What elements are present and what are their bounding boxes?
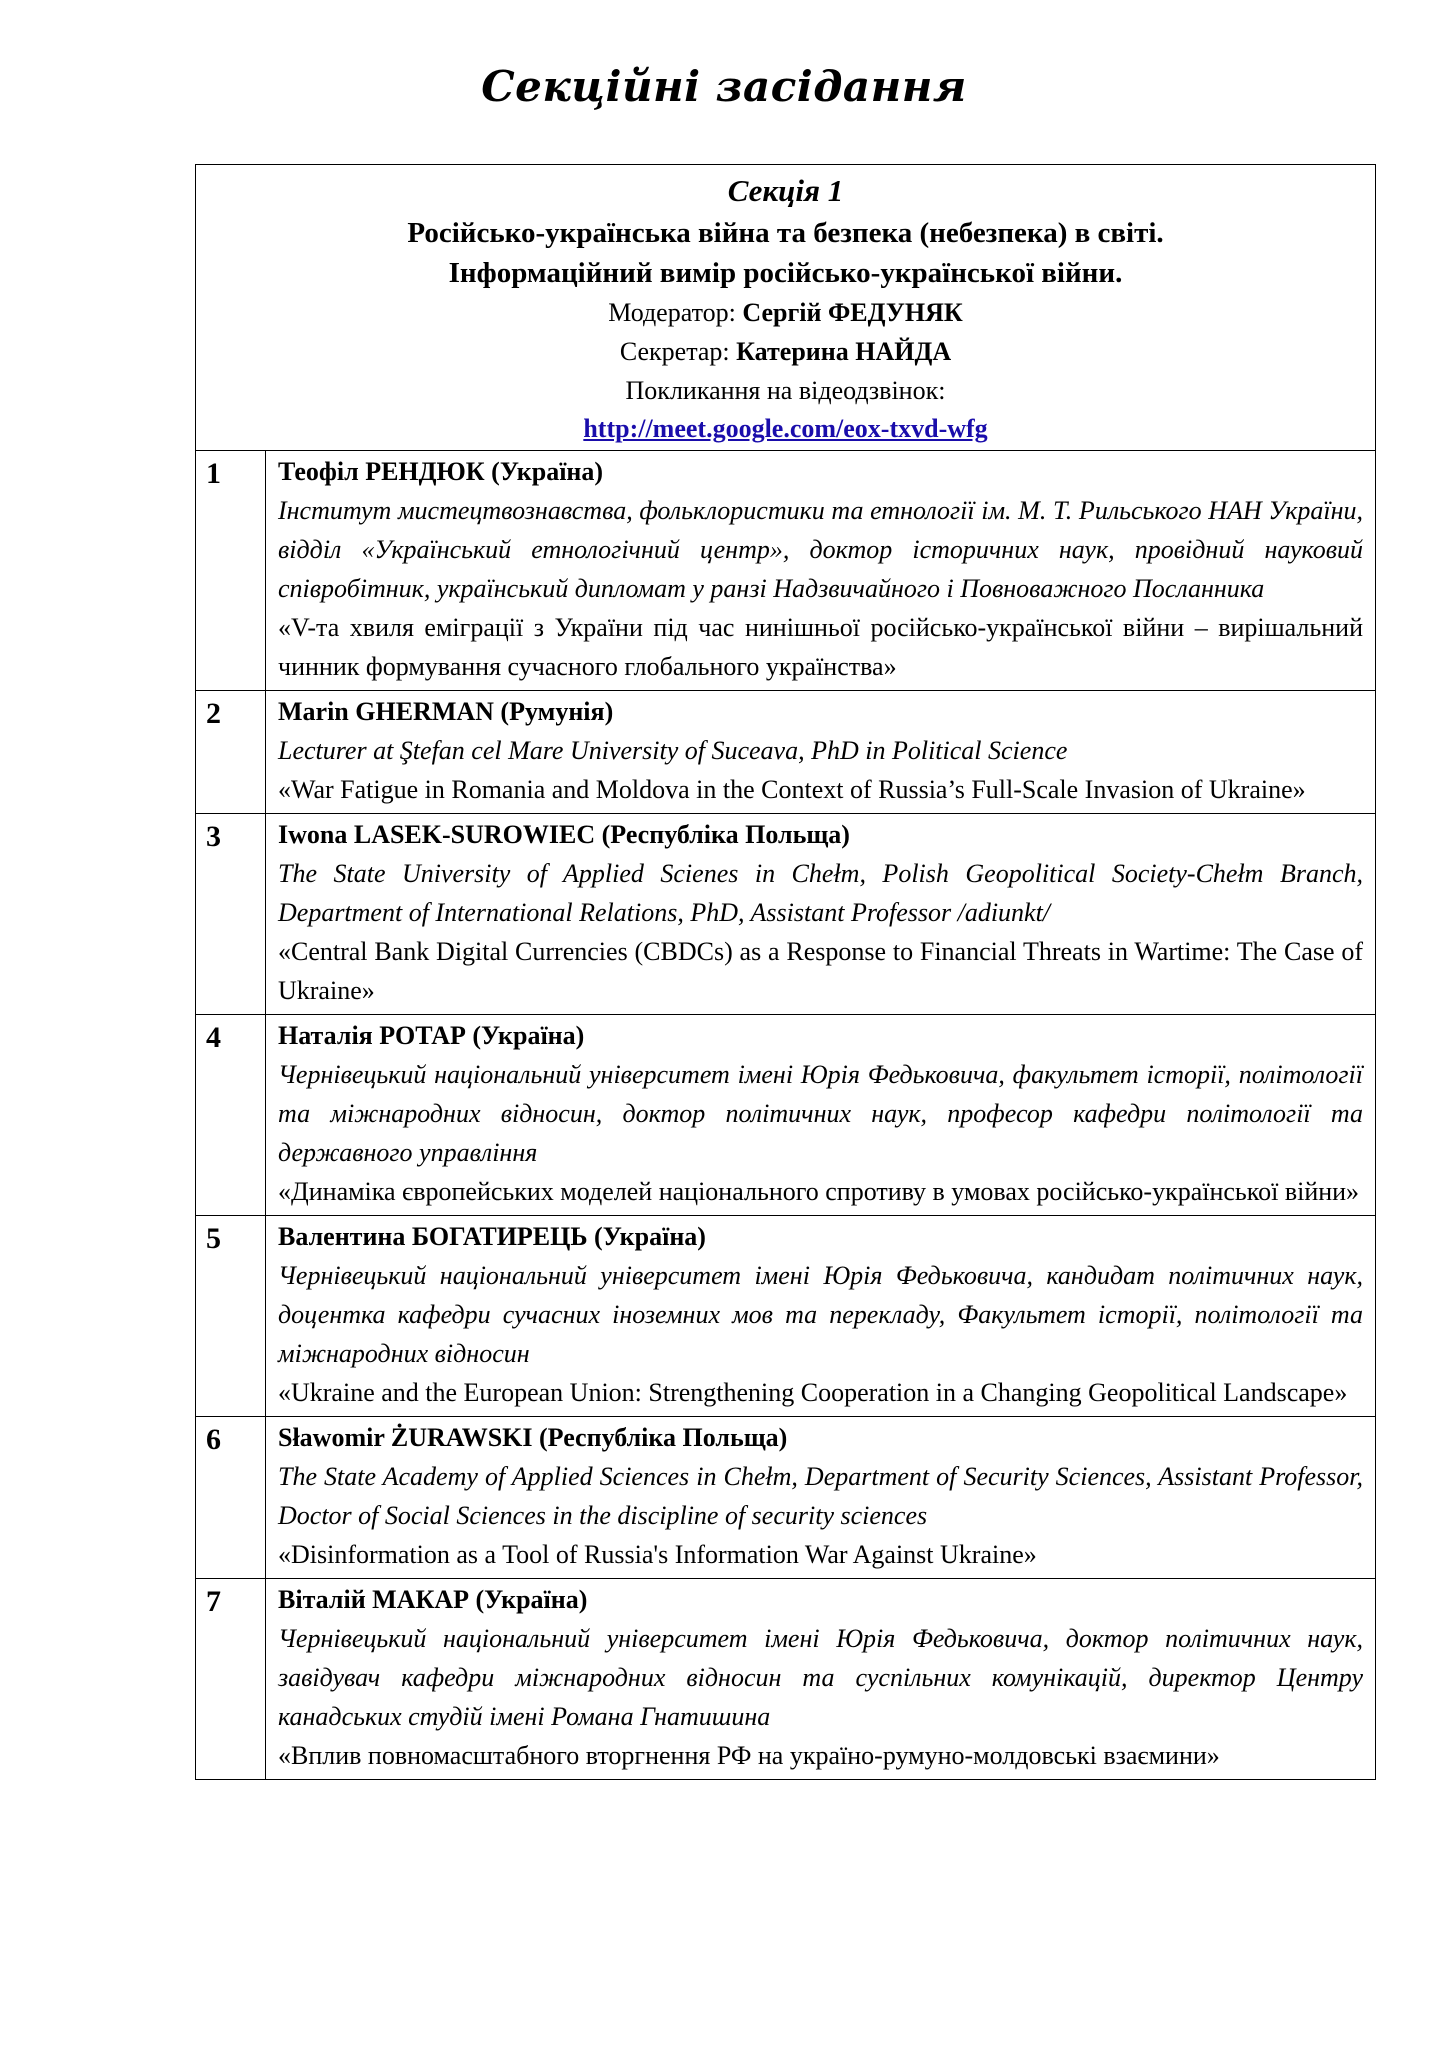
section-program-table xyxy=(195,164,1376,1780)
section-theme-line-1: Російсько-українська війна та безпека (небезпека) в світі. xyxy=(407,217,1164,249)
talk-title: «War Fatigue in Romania and Moldova in the Context of Russia’s Full-Scale Invasion of Ukraine» xyxy=(278,775,1306,804)
speaker-name: Віталій МАКАР (Україна) xyxy=(278,1585,588,1614)
entry-details xyxy=(266,691,1376,814)
talk-title: «Динаміка європейських моделей національного спротиву в умовах російсько-української війни» xyxy=(278,1177,1360,1206)
table-row xyxy=(196,1216,1376,1417)
speaker-name: Валентина БОГАТИРЕЦЬ (Україна) xyxy=(278,1222,706,1251)
speaker-affiliation: The State University of Applied Scienes in Chełm, Polish Geopolitical Society-Chełm Branch, Department of International Relations, PhD, Assistant Professor /adiunkt/ xyxy=(278,859,1363,927)
entry-number: 5 xyxy=(196,1216,266,1417)
table-row xyxy=(196,1579,1376,1780)
speaker-affiliation: Чернівецький національний університет імені Юрія Федьковича, кандидат політичних наук, доцентка кафедри сучасних іноземних мов та перекладу, Факультет історії, політології та міжнародних відносин xyxy=(278,1261,1363,1368)
section-theme-line-2: Інформаційний вимір російсько-української війни. xyxy=(448,257,1123,289)
entry-details xyxy=(266,1417,1376,1579)
section-header xyxy=(196,165,1376,451)
speaker-name: Наталія РОТАР (Україна) xyxy=(278,1021,585,1050)
page-title: Секційні засідання xyxy=(481,62,967,111)
speaker-affiliation: Lecturer at Ştefan cel Mare University of Suceava, PhD in Political Science xyxy=(278,736,1068,765)
talk-title: «Ukraine and the European Union: Strengthening Cooperation in a Changing Geopolitical Landscape» xyxy=(278,1378,1348,1407)
speaker-name: Marin GHERMAN (Румунія) xyxy=(278,697,614,726)
table-row xyxy=(196,1417,1376,1579)
table-row xyxy=(196,451,1376,691)
moderator-line xyxy=(206,293,1365,332)
talk-title: «Disinformation as a Tool of Russia's Information War Against Ukraine» xyxy=(278,1540,1037,1569)
entry-details xyxy=(266,1015,1376,1216)
entry-number: 7 xyxy=(196,1579,266,1780)
entry-number: 2 xyxy=(196,691,266,814)
entry-details xyxy=(266,451,1376,691)
section-header-row xyxy=(196,165,1376,451)
entry-details xyxy=(266,1579,1376,1780)
speaker-affiliation: Чернівецький національний університет імені Юрія Федьковича, факультет історії, політології та міжнародних відносин, доктор політичних наук, професор кафедри політології та державного управління xyxy=(278,1060,1363,1167)
call-label: Покликання на відеодзвінок: xyxy=(625,376,946,405)
speaker-affiliation: Інститут мистецтвознавства, фольклористики та етнології ім. М. Т. Рильського НАН України, відділ «Український етнологічний центр», доктор історичних наук, провідний науковий співробітник, український дипломат у ранзі Надзвичайного і Повноважного Посланника xyxy=(278,496,1363,603)
secretary-line xyxy=(206,332,1365,371)
talk-title: «V-та хвиля еміграції з України під час нинішньої російсько-української війни – вирішальний чинник формування сучасного глобального українства» xyxy=(278,613,1363,681)
video-call-link[interactable]: http://meet.google.com/eox-txvd-wfg xyxy=(583,414,988,443)
moderator-label: Модератор: xyxy=(608,298,743,327)
entry-details xyxy=(266,1216,1376,1417)
table-row xyxy=(196,814,1376,1015)
section-title: Секція 1 xyxy=(727,173,844,208)
table-row xyxy=(196,1015,1376,1216)
talk-title: «Вплив повномасштабного вторгнення РФ на україно-румуно-молдовські взаємини» xyxy=(278,1741,1220,1770)
speaker-affiliation: The State Academy of Applied Sciences in Chełm, Department of Security Sciences, Assistant Professor, Doctor of Social Sciences in the discipline of security sciences xyxy=(278,1462,1363,1530)
moderator-name: Сергій ФЕДУНЯК xyxy=(742,298,963,327)
table-row xyxy=(196,691,1376,814)
speaker-affiliation: Чернівецький національний університет імені Юрія Федьковича, доктор політичних наук, завідувач кафедри міжнародних відносин та суспільних комунікацій, директор Центру канадських студій імені Романа Гнатишина xyxy=(278,1624,1363,1731)
speaker-name: Теофіл РЕНДЮК (Україна) xyxy=(278,457,604,486)
secretary-name: Катерина НАЙДА xyxy=(736,337,952,366)
entry-details xyxy=(266,814,1376,1015)
entry-number: 4 xyxy=(196,1015,266,1216)
entry-number: 1 xyxy=(196,451,266,691)
secretary-label: Секретар: xyxy=(619,337,737,366)
speaker-name: Iwona LASEK-SUROWIEC (Республіка Польща) xyxy=(278,820,850,849)
speaker-name: Sławomir ŻURAWSKI (Республіка Польща) xyxy=(278,1423,788,1452)
entry-number: 6 xyxy=(196,1417,266,1579)
entry-number: 3 xyxy=(196,814,266,1015)
entries-list xyxy=(196,451,1376,1780)
talk-title: «Central Bank Digital Currencies (CBDCs) as a Response to Financial Threats in Wartime: The Case of Ukraine» xyxy=(278,937,1363,1005)
